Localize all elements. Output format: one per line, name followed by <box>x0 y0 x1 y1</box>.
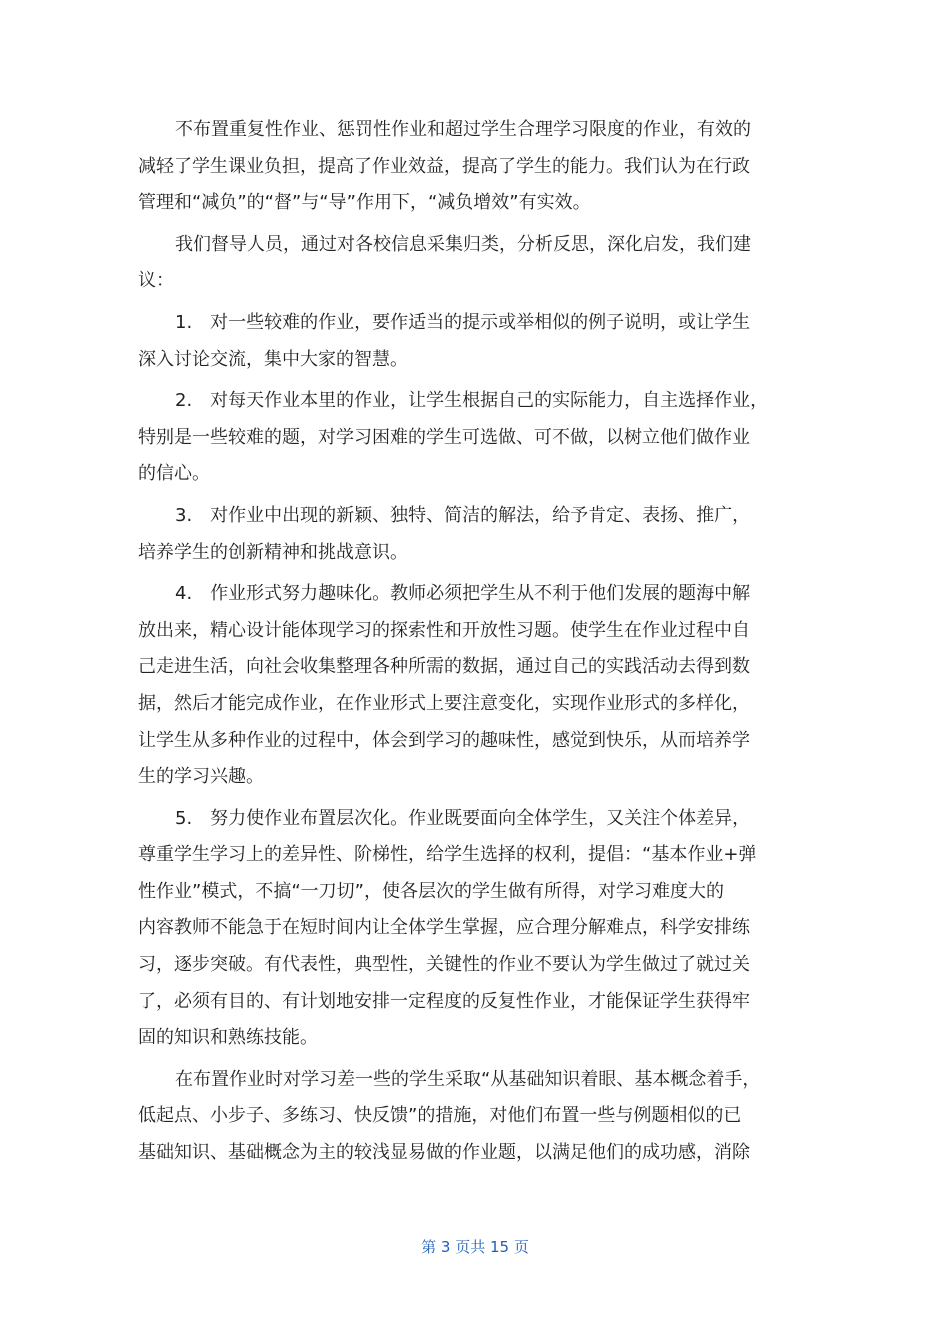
text-line: 培养学生的创新精神和挑战意识。 <box>138 541 408 563</box>
text-line: 1. 对一些较难的作业，要作适当的提示或举相似的例子说明，或让学生 <box>175 311 751 333</box>
text-line: 的信心。 <box>138 463 210 485</box>
text-line: 固的知识和熟练技能。 <box>138 1027 318 1049</box>
text-line: 尊重学生学习上的差异性、阶梯性，给学生选择的权利，提倡：“基本作业+弹 <box>138 844 757 866</box>
text-line: 特别是一些较难的题，对学习困难的学生可选做、可不做，以树立他们做作业 <box>138 426 750 448</box>
paragraph <box>138 112 802 222</box>
text-line: 减轻了学生课业负担，提高了作业效益，提高了学生的能力。我们认为在行政 <box>138 155 750 177</box>
text-line: 放出来，精心设计能体现学习的探索性和开放性习题。使学生在作业过程中自 <box>138 619 750 641</box>
list-item-5 <box>138 801 802 1057</box>
page-number-footer: 第 3 页共 15 页 <box>421 1238 529 1256</box>
list-item-2 <box>138 383 802 493</box>
text-line: 3. 对作业中出现的新颖、独特、简洁的解法，给予肯定、表扬、推广， <box>175 504 751 526</box>
text-line: 4. 作业形式努力趣味化。教师必须把学生从不利于他们发展的题海中解 <box>175 583 751 605</box>
text-line: 我们督导人员，通过对各校信息采集归类，分析反思，深化启发，我们建 <box>175 233 751 255</box>
text-line: 低起点、小步子、多练习、快反馈”的措施，对他们布置一些与例题相似的已 <box>138 1105 742 1127</box>
list-item-3 <box>138 498 802 571</box>
text-line: 性作业”模式，不搞“一刀切”，使各层次的学生做有所得，对学习难度大的 <box>138 880 724 902</box>
text-line: 据，然后才能完成作业，在作业形式上要注意变化，实现作业形式的多样化， <box>138 692 750 714</box>
text-line: 不布置重复性作业、惩罚性作业和超过学生合理学习限度的作业，有效的 <box>175 119 751 140</box>
text-line: 议： <box>138 270 174 292</box>
text-line: 让学生从多种作业的过程中，体会到学习的趣味性，感觉到快乐，从而培养学 <box>138 729 750 751</box>
paragraph <box>138 227 802 300</box>
paragraph <box>138 1062 802 1172</box>
text-line: 5. 努力使作业布置层次化。作业既要面向全体学生，又关注个体差异， <box>175 807 751 829</box>
text-line: 深入讨论交流，集中大家的智慧。 <box>138 348 408 370</box>
document-body <box>138 112 802 1172</box>
text-line: 内容教师不能急于在短时间内让全体学生掌握，应合理分解难点，科学安排练 <box>138 917 750 939</box>
text-line: 习，逐步突破。有代表性，典型性，关键性的作业不要认为学生做过了就过关 <box>138 954 750 976</box>
list-item-1 <box>138 305 802 378</box>
text-line: 管理和“减负”的“督”与“导”作用下，“减负增效”有实效。 <box>138 192 591 214</box>
text-line: 2. 对每天作业本里的作业，让学生根据自己的实际能力，自主选择作业， <box>175 390 769 412</box>
text-line: 己走进生活，向社会收集整理各种所需的数据，通过自己的实践活动去得到数 <box>138 656 750 678</box>
text-line: 基础知识、基础概念为主的较浅显易做的作业题，以满足他们的成功感，消除 <box>138 1142 750 1164</box>
text-line: 生的学习兴趣。 <box>138 766 264 788</box>
text-line: 了，必须有目的、有计划地安排一定程度的反复性作业，才能保证学生获得牢 <box>138 990 750 1012</box>
list-item-4 <box>138 576 802 796</box>
text-line: 在布置作业时对学习差一些的学生采取“从基础知识着眼、基本概念着手， <box>175 1068 761 1090</box>
